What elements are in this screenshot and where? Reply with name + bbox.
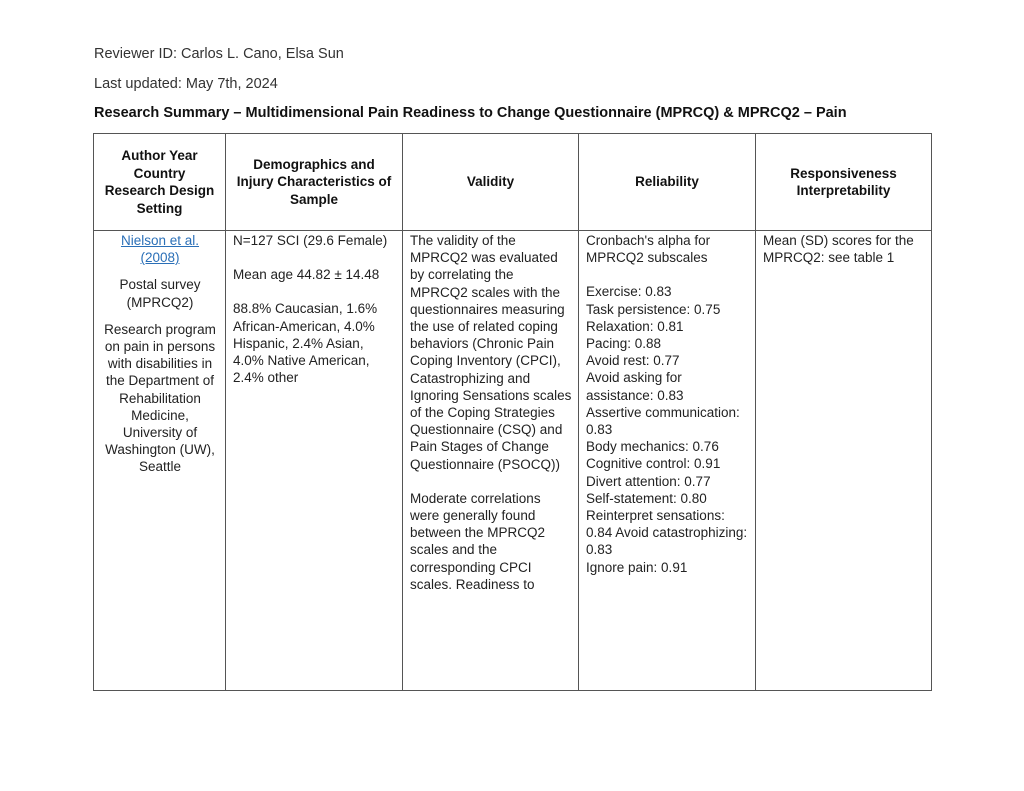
reliability-cell: [579, 231, 756, 691]
header-validity: Validity: [403, 134, 579, 231]
header-reliability: Reliability: [579, 134, 756, 231]
reviewer-id: Reviewer ID: Carlos L. Cano, Elsa Sun: [94, 46, 344, 62]
ethnicity: 88.8% Caucasian, 1.6% African-American, 4.0% Hispanic, 2.4% Asian, 4.0% Native American, 2.4% other: [233, 301, 378, 386]
reliability-item: Cognitive control: 0.91: [586, 456, 721, 472]
reliability-intro: Cronbach's alpha for MPRCQ2 subscales: [586, 233, 711, 266]
reliability-item: Ignore pain: 0.91: [586, 559, 688, 575]
reliability-item: Body mechanics: 0.76: [586, 439, 719, 455]
reliability-item: Pacing: 0.88: [586, 336, 662, 352]
responsiveness-text: Mean (SD) scores for the MPRCQ2: see table 1: [763, 233, 914, 266]
reliability-item: Reinterpret sensations: 0.84 Avoid catastrophizing: 0.83: [586, 508, 748, 558]
reliability-item: Avoid asking for assistance: 0.83: [586, 370, 684, 403]
author-link[interactable]: Nielson et al. (2008): [120, 233, 200, 266]
header-responsiveness: Responsiveness Interpretability: [756, 134, 932, 231]
reliability-item: Exercise: 0.83: [586, 284, 672, 300]
reliability-item: Relaxation: 0.81: [586, 318, 684, 334]
reliability-item: Self-statement: 0.80: [586, 490, 707, 506]
study-design: Postal survey (MPRCQ2): [119, 277, 201, 310]
mean-age: Mean age 44.82 ± 14.48: [233, 267, 380, 283]
table-header-row: [94, 134, 932, 231]
reliability-item: Task persistence: 0.75: [586, 301, 721, 317]
validity-cell: [403, 231, 579, 691]
validity-paragraph-1: The validity of the MPRCQ2 was evaluated by correlating the MPRCQ2 scales with the questionnaires measuring the use of related coping behaviors (Chronic Pain Coping Inventory (CPCI), Catastrophizing and Ignoring Sensations scales of the Coping Strategies Questionnaire (CSQ) and Pain Stages of Change Questionnaire (PSOCQ)): [410, 233, 572, 472]
research-summary-table: [93, 133, 932, 691]
table-row: [94, 231, 932, 691]
header-demographics: Demographics and Injury Characteristics of Sample: [226, 134, 403, 231]
author-cell: [94, 231, 226, 691]
validity-paragraph-2: Moderate correlations were generally found between the MPRCQ2 scales and the corresponding CPCI scales. Readiness to: [410, 490, 546, 592]
sample-size: N=127 SCI (29.6 Female): [233, 233, 388, 248]
last-updated: Last updated: May 7th, 2024: [94, 76, 278, 92]
study-setting: Research program on pain in persons with disabilities in the Department of Rehabilitation Medicine, University of Washington (UW), Seattle: [104, 321, 216, 475]
reliability-item: Divert attention: 0.77: [586, 473, 711, 489]
responsiveness-cell: [756, 231, 932, 691]
header-author-year: Author Year Country Research Design Setting: [94, 134, 226, 231]
reliability-item: Assertive communication: 0.83: [586, 404, 740, 438]
demographics-cell: [226, 231, 403, 691]
research-summary-heading: Research Summary – Multidimensional Pain Readiness to Change Questionnaire (MPRCQ) & MPRCQ2 – Pain: [94, 105, 847, 121]
reliability-item: Avoid rest: 0.77: [586, 353, 680, 369]
